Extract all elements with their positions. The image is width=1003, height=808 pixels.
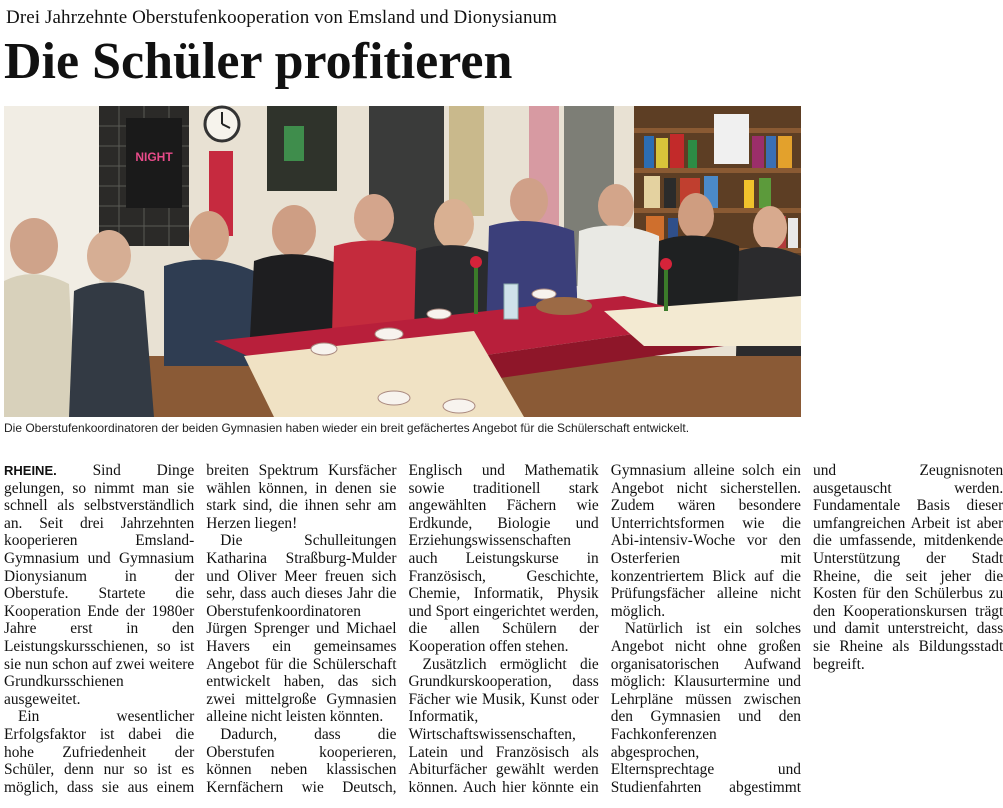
group-photo-illustration <box>4 106 801 417</box>
poster-text: NIGHT <box>135 150 173 164</box>
photo-caption: Die Oberstufenkoordinatoren der beiden Gymnasien haben wieder ein breit gefächertes Angebot für die Schülerschaft entwickelt. <box>4 421 690 435</box>
article-kicker: Drei Jahrzehnte Oberstufenkooperation von Emsland und Dionysianum <box>6 7 558 28</box>
paragraph-1 <box>4 462 194 708</box>
paragraph-3: Die Schulleitungen Katharina Straßburg-Mulder und Oliver Meer freuen sich sehr, dass auch dieses Jahr die Oberstufenkoordinatoren Jürgen Sprenger und Michael Havers ein gemeinsames Angebot für die Schülerschaft entwickelt haben, das sich zwei mittelgroße Gymnasien alleine nicht leisten könnten. <box>206 532 397 726</box>
paragraph-6: Natürlich ist ein solches Angebot nicht ohne großen organisatorischen Aufwand möglich: Klausurtermine und Lehrpläne müssen zwischen den Gymnasien und den Fachkonferenzen abgesprochen, Elternsprechtage und Studienfahrten abgestimmt und Zeugnisnoten ausgetauscht werden. Fundamentale Basis dieser umfangreichen Arbeit ist aber die umfassende, mitdenkende Unterstützung der Stadt Rheine, die seit jeher die Kosten für den Schülerbus zu den Kooperationskursen trägt und damit unterstreicht, dass sie Rheine als Bildungsstadt begreift. <box>610 462 1003 796</box>
article-photo <box>4 106 801 417</box>
cake <box>536 297 592 315</box>
article-headline: Die Schüler profitieren <box>4 33 513 90</box>
article-body <box>4 462 1003 804</box>
paragraph-2: Ein wesentlicher Erfolgsfaktor ist dabei die hohe Zufriedenheit der Schüler, denn nur so ist es möglich, dass sie aus einem breiten Spektrum Kursfächer wählen können, in denen sie stark sind, die ihnen sehr am Herzen liegen! <box>4 462 397 796</box>
paragraph-1-text: Sind Dinge gelungen, so nimmt man sie schnell als selbstverständlich an. Seit drei Jahrzehnten kooperieren Emsland-Gymnasium und Gymnasium Dionysianum in der Oberstufe. Startete die Kooperation Ende der 1980er Jahre erst in den Leistungskursschienen, so ist sie nun schon auf zwei weitere Grundkursschienen ausgeweitet. <box>4 462 195 708</box>
paragraph-4: Dadurch, dass die Oberstufen kooperieren, können neben klassischen Kernfächern wie Deutsch, Englisch und Mathematik sowie traditionell stark angewählten Fächern wie Erdkunde, Biologie und Erziehungswissenschaften auch Leistungskurse in Französisch, Geschichte, Chemie, Informatik, Physik und Sport eingerichtet werden, die allen Schülern der Kooperation offen stehen. <box>206 462 599 796</box>
dateline: RHEINE. <box>4 463 57 478</box>
paragraph-5: Zusätzlich ermöglicht die Grundkurskooperation, dass Fächer wie Musik, Kunst oder Informatik, Wirtschaftswissenschaften, Latein und Französisch als Abiturfächer gewählt werden können. Auch hier könnte ein Gymnasium alleine solch ein Angebot nicht sicherstellen. Zudem wären besondere Unterrichtsformen wie die Abi-intensiv-Woche vor den Osterferien mit konzentriertem Blick auf die Prüfungsfächer alleine nicht möglich. <box>408 462 801 796</box>
